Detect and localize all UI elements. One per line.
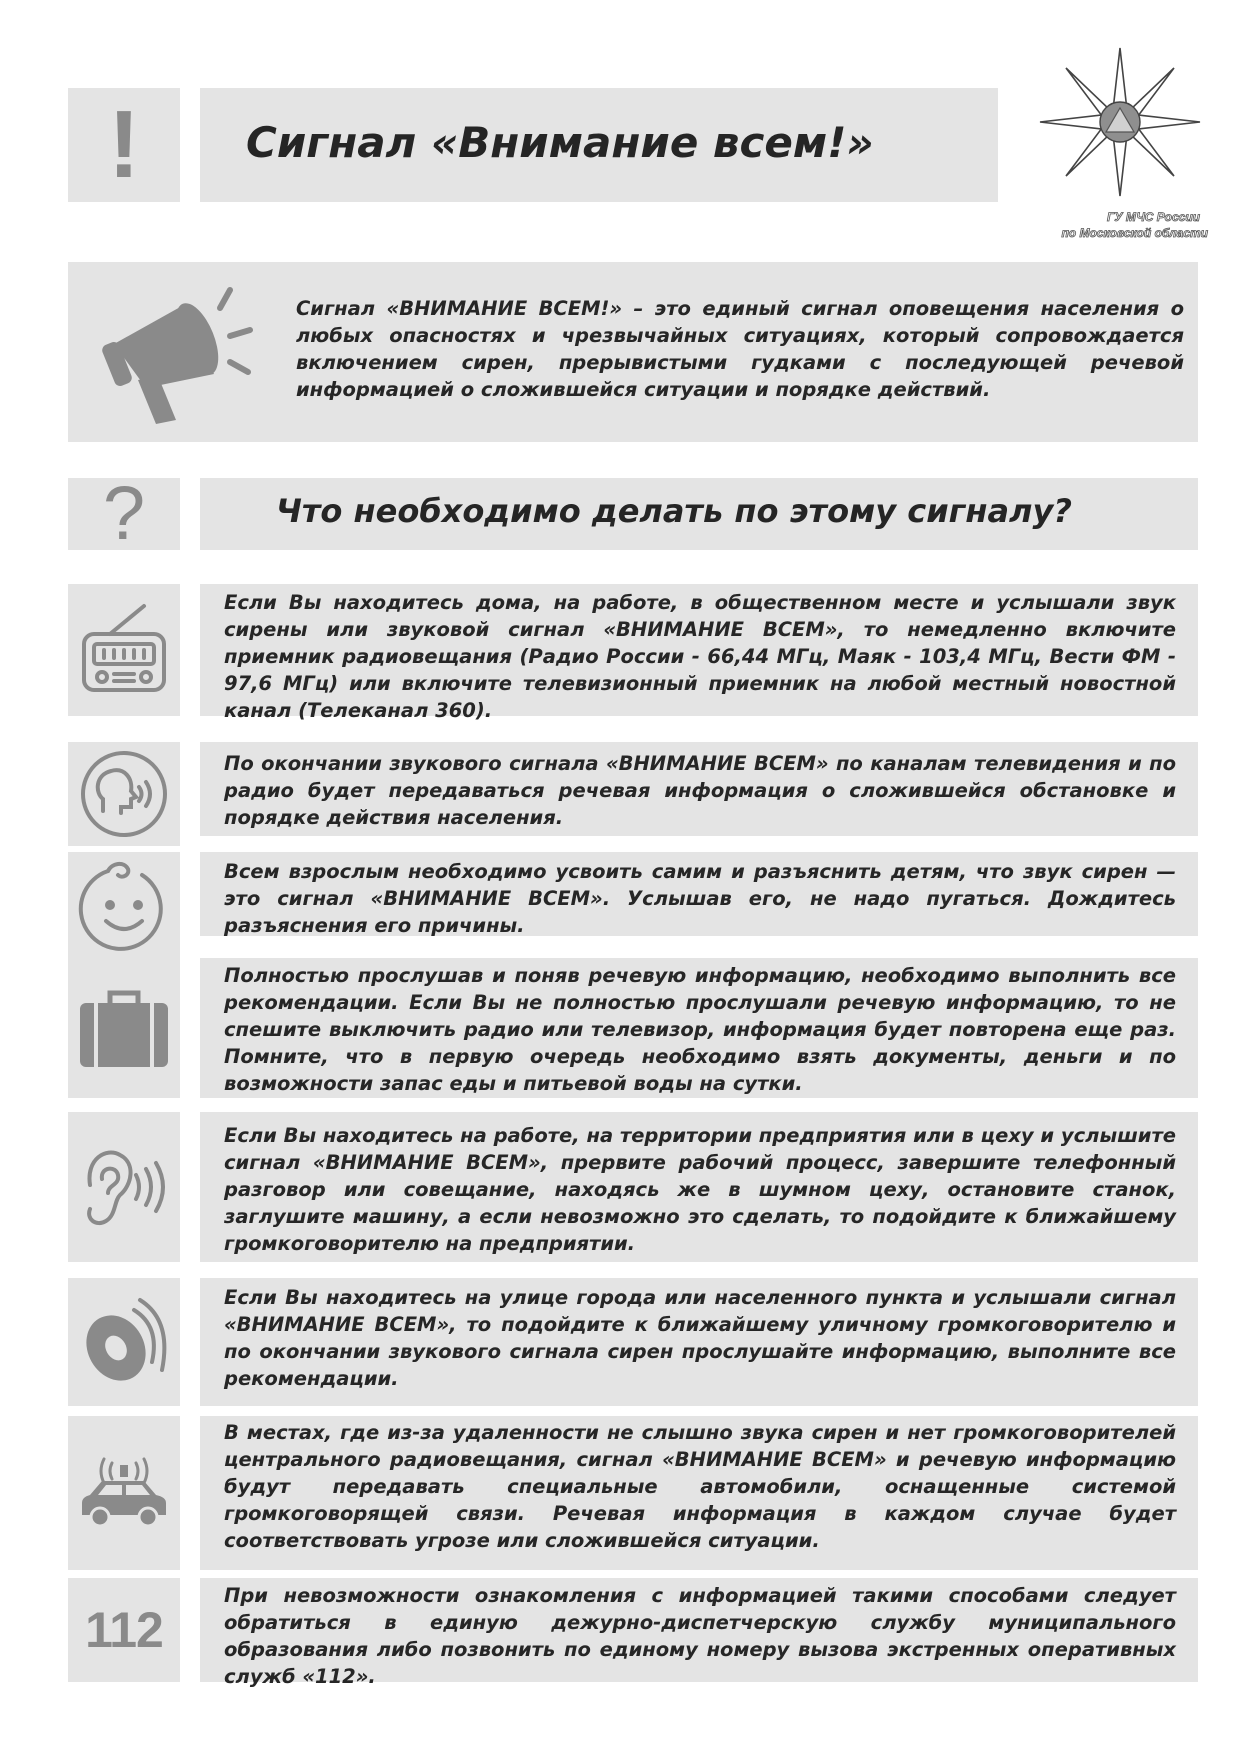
item-text-after: . Услышав его, не надо пугаться. Дождитесь разъяснения его причины. [224, 887, 1177, 937]
item-text-after: и речевую информацию будут передавать специальные автомобили, оснащенные системой громкоговорящей связи. Речевая информация в каждом случае будет соответствовать угрозе или сложившейся ситуации. [224, 1448, 1176, 1552]
question-mark-icon [68, 472, 180, 556]
item-text-after: , то подойдите к ближайшему уличному громкоговорителю и по окончании звукового сигнала сирен прослушайте информацию, выполните все рекомендации. [224, 1313, 1177, 1390]
intro-text-after: » – это единый сигнал оповещения населения о любых опасностях и чрезвычайных ситуациях, который сопровождается включением сирен, прерывистыми гудками с последующей речевой информацией о сложившейся ситуации и порядке действий. [296, 297, 1185, 401]
radio-icon [68, 584, 180, 716]
item-text [224, 1122, 1176, 1257]
item-text-before: Если Вы находитесь на улице города или населенного пункта и услышали сигнал [224, 1286, 1176, 1309]
suitcase-icon [68, 958, 180, 1098]
item-signal: «ВНИМАНИЕ ВСЕМ» [312, 1151, 541, 1174]
item-text-before: По окончании звукового сигнала [224, 752, 606, 775]
logo-caption-line1: ГУ МЧС России [1107, 210, 1200, 224]
child-face-icon [68, 852, 180, 962]
item-text-before: Если Вы находитесь на работе, на территории предприятия или в цеху и услышите сигнал [224, 1124, 1176, 1174]
loudspeaker-icon [68, 1278, 180, 1406]
item-text [224, 1284, 1176, 1392]
logo-caption-line2: по Московской области [1061, 226, 1208, 240]
section-title: Что необходимо делать по этому сигналу? [276, 492, 1072, 530]
ear-sound-icon [68, 1112, 180, 1262]
item-text [224, 750, 1176, 831]
intro-signal: ВНИМАНИЕ ВСЕМ! [399, 297, 610, 320]
item-signal: «ВНИМАНИЕ ВСЕМ» [370, 887, 603, 910]
item-text-before: При невозможности ознакомления с информацией такими способами следует обратиться в единую дежурно-диспетчерскую службу муниципального образования либо позвонить по единому номеру вызова экстренных оперативных служб «112». [224, 1584, 1176, 1688]
item-text [224, 858, 1176, 939]
item-signal: «ВНИМАНИЕ ВСЕМ» [662, 1448, 887, 1471]
item-signal: «ВНИМАНИЕ ВСЕМ» [603, 618, 838, 641]
item-text-after: , прервите рабочий процесс, завершите телефонный разговор или совещание, находясь же в шумном цеху, остановите станок, заглушите машину, а если невозможно это сделать, то подойдите к ближайшему громкоговорителю на предприятии. [224, 1151, 1177, 1255]
exclamation-mark: ! [108, 91, 140, 198]
item-text [224, 589, 1176, 724]
item-text-before: Всем взрослым необходимо усвоить самим и разъяснить детям, что звук сирен — это сигнал [224, 860, 1176, 910]
question-mark: ? [102, 471, 146, 556]
item-text [224, 962, 1176, 1097]
emergency-number: 112 [85, 1602, 163, 1658]
emercom-logo [1030, 44, 1210, 244]
emergency-number-icon [68, 1578, 180, 1682]
item-signal: «ВНИМАНИЕ ВСЕМ» [605, 752, 829, 775]
speech-head-icon [68, 742, 180, 846]
item-text [224, 1419, 1176, 1554]
emercom-star-icon [1030, 44, 1210, 204]
item-text-before: Полностью прослушав и поняв речевую информацию, необходимо выполнить все рекомендации. Если Вы не полностью прослушали речевую информацию, то не спешите выключить радио или телевизор, информация будет повторена еще раз. Помните, что в первую очередь необходимо взять документы, деньги и по возможности запас еды и питьевой воды на сутки. [224, 964, 1176, 1095]
intro-text [296, 295, 1184, 403]
item-text-before: В местах, где из-за удаленности не слышно звука сирен и нет громкоговорителей центрального радиовещания, сигнал [224, 1421, 1176, 1471]
item-text-after: , то немедленно включите приемник радиовещания (Радио России - 66,44 МГц, Маяк - 103,4 МГц, Вести ФМ - 97,6 МГц) или включите телевизионный приемник на любой местный новостной канал (Телеканал 360). [224, 618, 1176, 722]
intro-text-before: Сигнал « [296, 297, 400, 320]
item-text-after: по каналам телевидения и по радио будет передаваться речевая информация о сложившейся обстановке и порядке действия населения. [224, 752, 1176, 829]
item-text-before: Если Вы находитесь дома, на работе, в общественном месте и услышали звук сирены или звуковой сигнал [224, 591, 1176, 641]
exclamation-icon [68, 88, 180, 202]
item-text [224, 1582, 1176, 1690]
page-title: Сигнал «Внимание всем!» [246, 118, 874, 167]
megaphone-icon [96, 276, 256, 426]
loudspeaker-car-icon [68, 1416, 180, 1570]
item-signal: «ВНИМАНИЕ ВСЕМ» [224, 1313, 450, 1336]
